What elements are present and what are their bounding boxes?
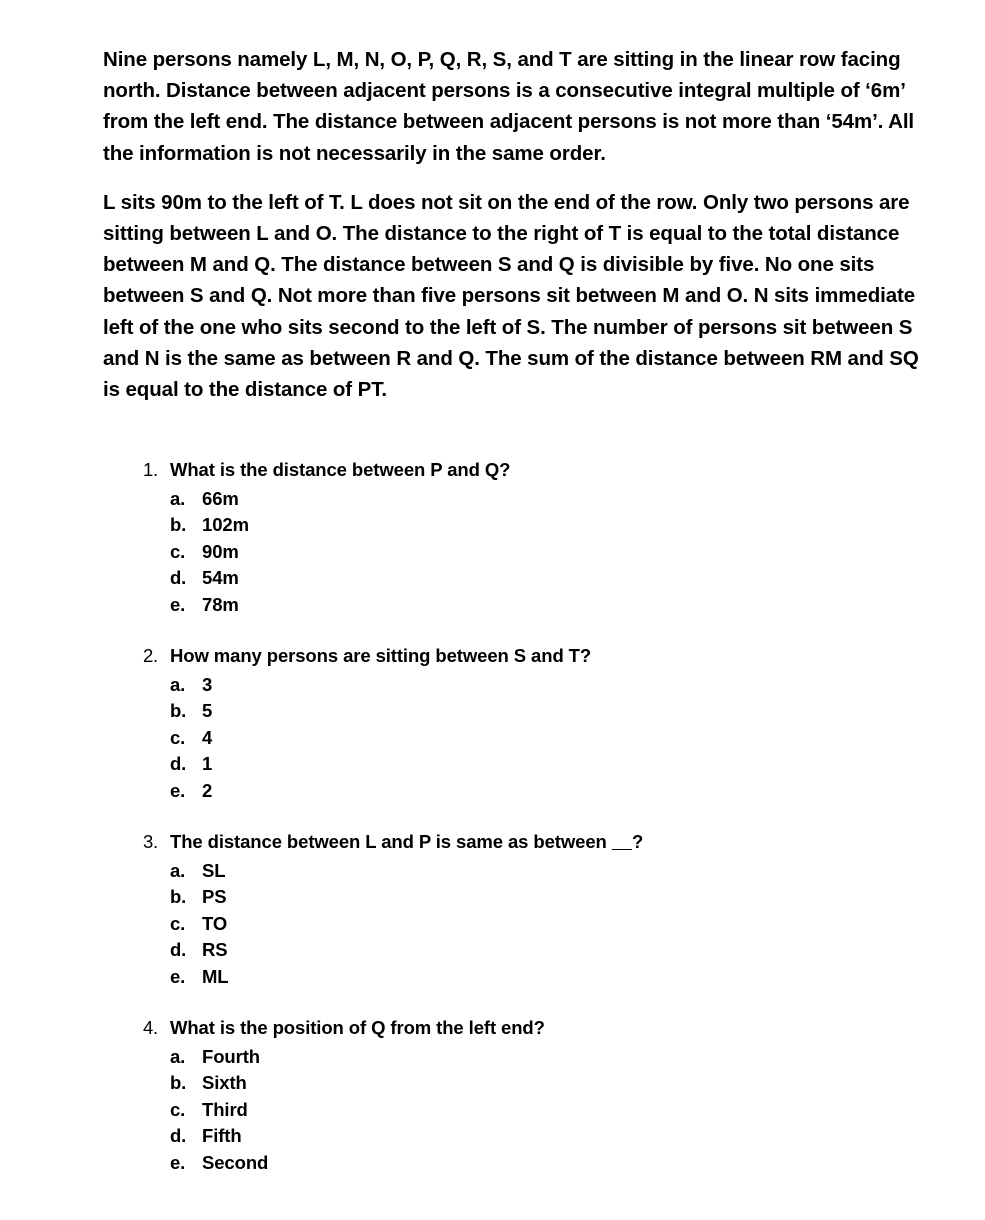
option-label: 3 [202, 673, 213, 695]
option-marker: b. [170, 514, 187, 536]
option-item[interactable] [170, 858, 923, 885]
option-label: SL [202, 859, 226, 881]
option-label: 102m [202, 514, 249, 536]
question-text: How many persons are sitting between S and T? [170, 645, 592, 667]
option-list [103, 858, 923, 991]
option-label: Second [202, 1151, 269, 1173]
option-marker: c. [170, 1098, 186, 1120]
option-label: TO [202, 912, 228, 934]
option-item[interactable] [170, 565, 923, 592]
question-heading [138, 643, 923, 670]
option-label: RS [202, 939, 228, 961]
option-marker: d. [170, 939, 187, 961]
passage-paragraph-2: L sits 90m to the left of T. L does not sit on the end of the row. Only two persons are sitting between L and O. The distance to the right of T is equal to the total distance between M and Q. The distance between S and Q is divisible by five. No one sits between S and Q. Not more than five persons sit between M and O. N sits immediate left of the one who sits second to the left of S. The number of persons sit between S and N is the same as between R and Q. The sum of the distance between RM and SQ is equal to the distance of PT. [103, 190, 919, 402]
question-heading [138, 457, 923, 484]
option-item[interactable] [170, 1097, 923, 1124]
option-marker: b. [170, 1072, 187, 1094]
question-text: What is the position of Q from the left end? [170, 1017, 545, 1039]
question-block [103, 1015, 923, 1176]
passage-paragraph-1: Nine persons namely L, M, N, O, P, Q, R, S, and T are sitting in the linear row facing north. Distance between adjacent persons is a consecutive integral multiple of ‘6m’ from the left end. The distance between adjacent persons is not more than ‘54m’. All the information is not necessarily in the same order. [103, 48, 915, 165]
option-marker: e. [170, 779, 186, 801]
option-marker: e. [170, 1151, 186, 1173]
option-item[interactable] [170, 1044, 923, 1071]
option-label: 4 [202, 726, 213, 748]
option-marker: a. [170, 673, 186, 695]
option-label: 5 [202, 700, 213, 722]
option-label: 1 [202, 753, 213, 775]
option-label: PS [202, 886, 227, 908]
question-text: The distance between L and P is same as between ? [170, 831, 644, 853]
option-item[interactable] [170, 486, 923, 513]
option-marker: a. [170, 487, 186, 509]
question-number: 2. [142, 645, 158, 667]
question-block [103, 643, 923, 804]
question-number: 3. [142, 831, 158, 853]
question-heading [138, 829, 923, 856]
option-label: Third [202, 1098, 248, 1120]
option-list [103, 486, 923, 619]
option-label: 54m [202, 567, 239, 589]
question-list [103, 457, 923, 1176]
option-item[interactable] [170, 778, 923, 805]
question-number: 1. [142, 459, 158, 481]
option-item[interactable] [170, 725, 923, 752]
option-list [103, 1044, 923, 1177]
option-item[interactable] [170, 1150, 923, 1177]
option-marker: b. [170, 700, 187, 722]
option-item[interactable] [170, 592, 923, 619]
question-block [103, 829, 923, 990]
question-block [103, 457, 923, 618]
option-item[interactable] [170, 1123, 923, 1150]
option-marker: d. [170, 567, 187, 589]
option-marker: c. [170, 912, 186, 934]
option-label: 2 [202, 779, 213, 801]
option-item[interactable] [170, 698, 923, 725]
option-item[interactable] [170, 539, 923, 566]
option-label: Fourth [202, 1045, 260, 1067]
option-item[interactable] [170, 911, 923, 938]
option-item[interactable] [170, 937, 923, 964]
option-list [103, 672, 923, 805]
question-heading [138, 1015, 923, 1042]
option-marker: a. [170, 859, 186, 881]
option-label: Sixth [202, 1072, 247, 1094]
option-marker: d. [170, 753, 187, 775]
question-text: What is the distance between P and Q? [170, 459, 511, 481]
option-marker: a. [170, 1045, 186, 1067]
option-item[interactable] [170, 512, 923, 539]
option-item[interactable] [170, 672, 923, 699]
question-number: 4. [142, 1017, 158, 1039]
option-label: Fifth [202, 1125, 242, 1147]
option-marker: c. [170, 726, 186, 748]
passage-section [103, 44, 923, 405]
option-label: 78m [202, 593, 239, 615]
option-marker: e. [170, 593, 186, 615]
option-item[interactable] [170, 964, 923, 991]
option-label: 90m [202, 540, 239, 562]
option-marker: e. [170, 965, 186, 987]
option-marker: c. [170, 540, 186, 562]
option-marker: b. [170, 886, 187, 908]
option-item[interactable] [170, 884, 923, 911]
option-label: ML [202, 965, 229, 987]
option-marker: d. [170, 1125, 187, 1147]
option-item[interactable] [170, 751, 923, 778]
option-item[interactable] [170, 1070, 923, 1097]
option-label: 66m [202, 487, 239, 509]
answer-blank [612, 831, 632, 852]
